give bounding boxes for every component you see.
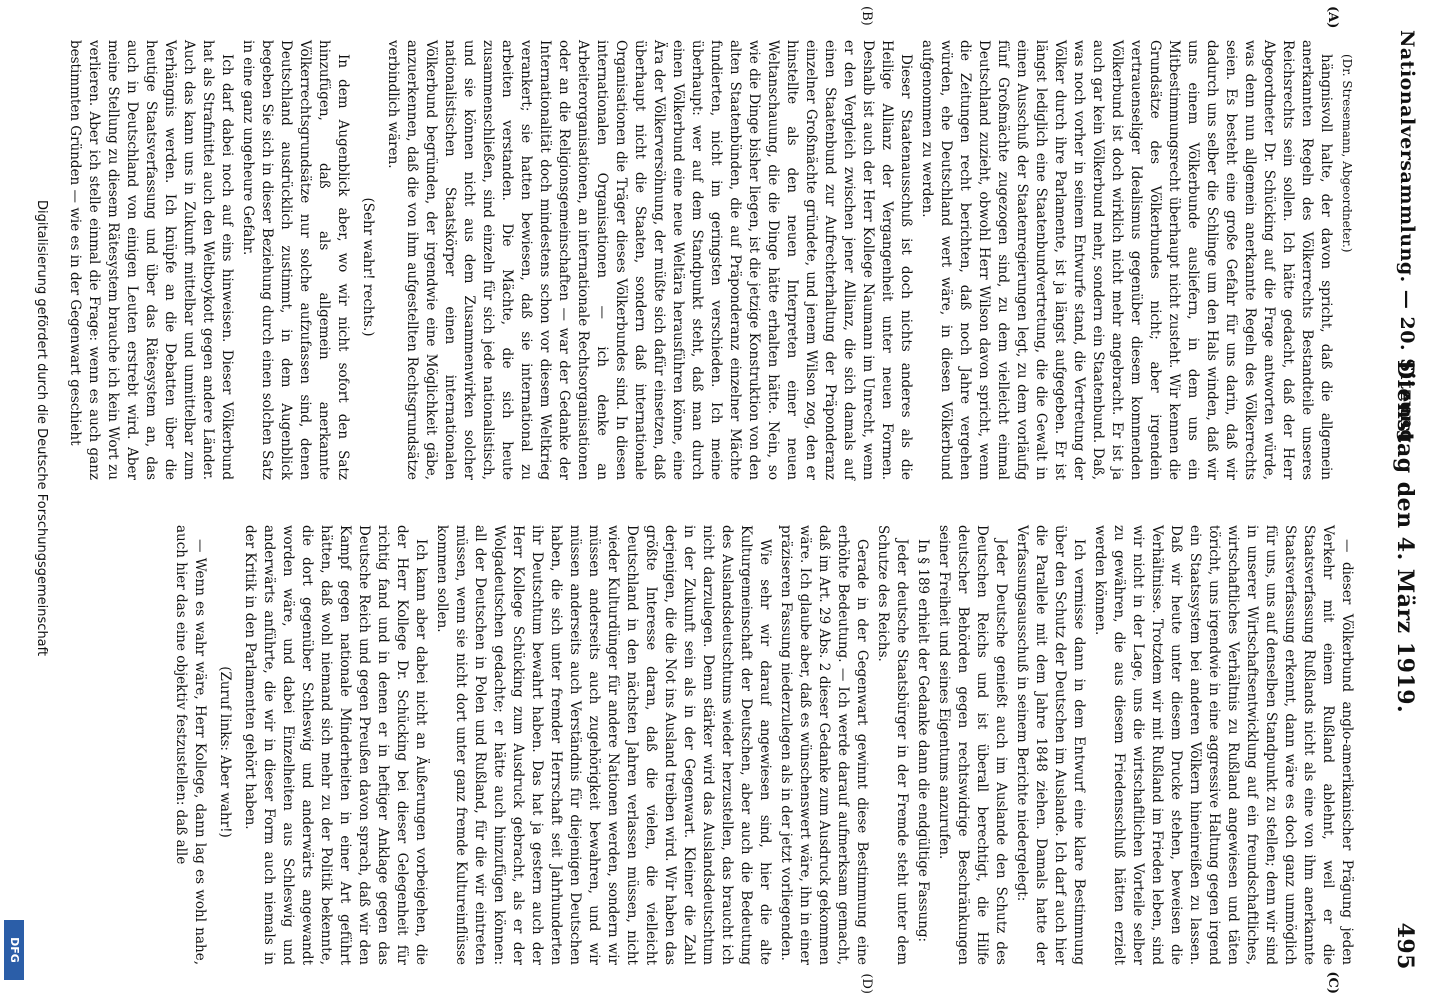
paragraph: In § 189 erhielt der Gedanke dann die endgültige Fassung:	[915, 539, 931, 943]
right-column	[173, 525, 1356, 965]
margin-marker-a: (A)	[1325, 6, 1340, 29]
paragraph: hängnisvoll halte, der davon spricht, daß die allgemein anerkannten Regeln des Völkerrechts Bestandteile unseres Reichsrechts sein sollen. Ich hätte gedacht, daß der Herr Abgeordneter Dr. Schücking auf die Frage antworten würde, was denn nun allgemein anerkannte Regeln des Völkerrechts seien. Es besteht eine große Gefahr für uns darin, daß wir dadurch uns selber die Schlinge um den Hals winden, daß wir uns einem Völkerbunde ausliefern, in dem uns ein Mitbestimmungsrecht überhaupt nicht zusteht. Wir kennen die Grundsätze des Völkerbundes nicht; aber irgendein vertrauenseliger Idealismus gegenüber diesem kommenden Völkerbund ist doch wirklich nicht mehr angebracht. Er ist ja auch gar kein Völkerbund mehr, sondern ein Staatenbund. Daß, was noch vorher in seinem Entwurfe stand, die Vertretung der Völker durch ihre Parlamente, ist ja längst aufgegeben. Er ist längst lediglich eine Staatenbundvertretung, die die Gewalt in einen Ausschuß der Staatenregierungen legt, zu dem vorläufig fünf Großmächte zugezogen sind, zu dem vielleicht einmal Deutschland zuzieht, obwohl Herr Wilson davon spricht, wenn die Zeitungen recht berichten, daß noch Jahre vergehen würden, ehe Deutschland wert wäre, in diesen Völkerbund aufgenommen zu werden.	[919, 40, 1334, 480]
margin-marker-c: (C)	[1325, 971, 1340, 994]
page-header	[1364, 0, 1424, 1000]
dfg-logo: DFG	[4, 920, 24, 980]
paragraph: Gerade in der Gegenwart gewinnt diese Bestimmung eine erhöhte Bedeutung. — Ich werde darauf aufmerksam gemacht, daß im Art. 29 Abs. 2 dieser Gedanke zum Ausdruck gekommen wäre. Ich glaube aber, daß es wünschenswert wäre, ihn in einer präziseren Fassung niederzulegen als in der jetzt vorliegenden.	[778, 525, 870, 965]
margin-marker-b: (B)	[859, 6, 874, 26]
block-quote: Jeder Deutsche genießt auch im Auslande den Schutz des Deutschen Reichs und ist überall berechtigt, die Hilfe deutscher Behörden gegen rechtswidrige Beschränkungen seiner Freiheit und seines Eigentums anzurufen.	[936, 525, 1009, 965]
paragraph: — Wenn es wahr wäre, Herr Kollege, dann lag es wohl nahe, auch hier das eine objektiv festzustellen: daß alle	[173, 525, 208, 965]
interjection: (Zuruf links: Aber wahr!)	[217, 666, 233, 838]
left-column	[67, 40, 1356, 480]
running-head-left: Nationalversammlung. — 20. Sitzung.	[1396, 30, 1418, 451]
paragraph: In dem Augenblick aber, wo wir nicht sofort den Satz hinzufügen, daß als allgemein anerkannte Völkerrechtsgrundsätze nur solche aufzufassen sind, denen Deutschland ausdrücklich zustimmt, in dem Augenblick begeben Sie sich in dieser Beziehung durch einen solchen Satz in eine ganz ungeheure Gefahr.	[240, 40, 351, 480]
paragraph: — dieser Völkerbund anglo-amerikanischer Prägung jeden Verkehr mit einem Rußland ablehnt, weil er die Staatsverfassung Rußlands nicht als eine von ihm anerkannte Staatsverfassung erkennt, dann wäre es doch ganz unmöglich für uns, uns auf denselben Standpunkt zu stellen; denn wir sind in unserer Wirtschaftsentwicklung auf ein freundschaftliches, wirtschaftliches Verhältnis zu Rußland angewiesen und täten töricht, uns irgendwie in eine aggressive Haltung gegen irgend ein Staatssystem bei anderen Völkern hineinreißen zu lassen. Daß wir heute unter diesem Drucke stehen, beweisen die Verhältnisse. Trotzdem wir mit Rußland im Frieden leben, sind wir nicht in der Lage, uns die wirtschaftlichen Vorteile selber zu gewähren, die aus diesem Friedensschluß hätten erzielt werden können.	[1092, 525, 1355, 965]
running-head-date: Dienstag den 4. März 1919.	[1392, 360, 1418, 714]
paragraph: Ich vermisse dann in dem Entwurf eine klare Bestimmung über den Schutz der Deutschen im Auslande. Ich darf auch hier die Parallele mit dem Jahre 1848 ziehen. Damals hatte der Verfassungsausschuß in seinem Berichte niedergelegt:	[1014, 525, 1087, 965]
speaker-label: (Dr. Stresemann, Abgeordneter.)	[1340, 54, 1354, 253]
digitization-credit: Digitalisierung gefördert durch die Deutsche Forschungsgemeinschaft	[34, 200, 49, 657]
paragraph: Wie sehr wir darauf angewiesen sind, hier die alte Kulturgemeinschaft der Deutschen, aber auch die Bedeutung des Auslandsdeutschtums wieder herzustellen, das braucht ich nicht darzulegen. Denn stärker wird das Auslandsdeutschtum in der Zukunft sein als in der Gegenwart. Kleiner die Zahl derjenigen, die die Not ins Ausland treiben wird. Wir haben das größte Interesse daran, daß die vielen, die vielleicht Deutschland in den nächsten Jahren verlassen müssen, nicht wieder Kulturdünger für andere Nationen werden, sondern wir müssen anderseits auch zugehörigkeit bewahren, und wir müssen anderseits auch Verständnis für diejenigen Deutschen haben, die sich unter fremder Herrschaft seit Jahrhunderten ihr Deutschtum bewahrt haben. Das hat ja gestern auch der Herr Kollege Schücking zum Ausdruck gebracht, als er der Wolgadeutschen gedachte; er hätte auch hinzufügen können: all der Deutschen in Polen und Rußland, für die wir eintreten müssen, wenn sie nicht dort unter ganz fremde Kultureinflüsse kommen sollen.	[434, 525, 773, 965]
paragraph: Ich darf dabei noch auf eins hinweisen. Dieser Völkerbund hat als Strafmittel auch den Weltboykott gegen andere Länder. Auch das kann uns in Zukunft mittelbar und unmittelbar zum Verhängnis werden. Ich knüpfe an die Debatten über die heutige Staatsverfassung und über das Rätesystem an, das auch in Deutschland von einigen Leuten erstrebt wird. Aber meine Stellung zu diesem Rätesystem brauche ich kein Wort zu verlieren. Aber ich stelle einmal die Frage: wenn es auch ganz bestimmten Gründen — wie es in der Gegenwart geschieht	[67, 40, 235, 480]
interjection: (Sehr wahr! rechts.)	[360, 197, 376, 337]
paragraph: Dieser Staatenausschuß ist doch nichts anderes als die Heilige Allianz der Vergangenheit unter neuen Formen. Deshalb ist auch der Herr Kollege Naumann im Unrecht, wenn er den Vergleich zwischen jener Allianz, die sich damals auf einen Staatenbund zur Aufrechterhaltung der Präponderanz einzelner Großmächte gründete, und jenem Wilson zog, den er hinstellte als den neuen Interpreten einer neuen Weltanschauung, die die Dinge hätte erhalten hätte. Nein, so wie die Dinge bisher liegen, ist die jetzige Konstruktion von den alten Staatenbünden, die auf Präponderanz einzelner Mächte fundierten, nicht im geringsten verschieden. Ich meine überhaupt: wer auf dem Standpunkt steht, daß man durch einen Völkerbund eine neue Weltära herausführen könne, eine Ära der Völkerversöhnung, der müßte sich dafür einsetzen, daß überhaupt nicht die Staaten, sondern daß internationale Organisationen die Träger dieses Völkerbundes sind. In diesen internationalen Organisationen — ich denke an Arbeiterorganisationen, an internationale Rechtsorganisationen oder an die Religionsgemeinschaften — war der Gedanke der Internationalität doch mindestens schon vor diesem Weltkrieg verankert; sie hatten bewiesen, daß sie international zu arbeiten verstanden. Die Mächte, die sich heute zusammenschließen, sind einzeln für sich jede nationalistisch, und sie können nicht aus dem Zusammenwirken solcher nationalistischen Staatskörper einen internationalen Völkerbund begründen, der irgendwie eine Möglichkeit gäbe, anzuerkennen, daß die von ihm aufgestellten Rechtsgrundsätze verbindlich wären.	[385, 40, 914, 480]
margin-marker-d: (D)	[859, 973, 874, 994]
paragraph: Ich kann aber dabei nicht an Äußerungen vorbeigehen, die der Herr Kollege Dr. Schücking bei dieser Gelegenheit für richtig fand und in denen er in heftiger Anklage gegen das Deutsche Reich und gegen Preußen davon sprach, daß wir den Kampf gegen nationale Minderheiten in einer Art geführt hätten, daß wohl niemand sich mehr zu der Politik bekennte, die dort gegenüber Schleswig und anderwärts angewandt worden wäre, und dabei Einzelheiten aus Schleswig und anderwärts anführte, die wir in dieser Form auch niemals in der Kritik in den Parlamenten gehört haben.	[242, 525, 429, 965]
page-number: 495	[1392, 922, 1418, 970]
block-quote: Jeder deutsche Staatsbürger in der Fremde steht unter dem Schutze des Reichs.	[875, 525, 910, 965]
